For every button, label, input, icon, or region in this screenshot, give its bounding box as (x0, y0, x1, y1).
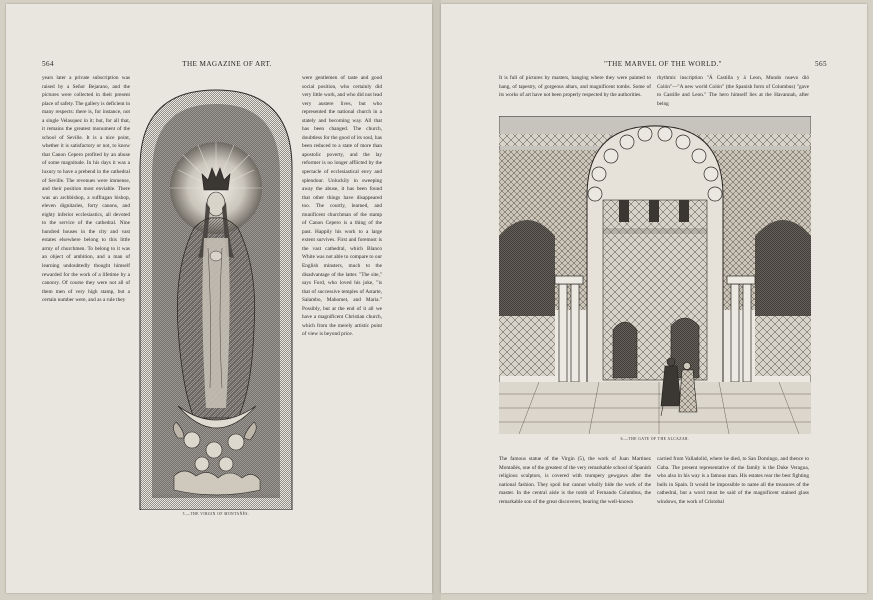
gutter (432, 0, 441, 600)
left-running-head (42, 60, 412, 70)
right-bottom-left-text: The famous statue of the Virgin (5), the work of Juan Martinez Montañés, one of the greatest of the very remarkable school of Spanish religious sculptors, is covered with trumpery gewgaws after the national fashion. They spoil but cannot wholly hide the work of the master. In the central aisle is the tomb of Fernando Columbus, the remarkable son of the great discoverer, bearing the well-known (499, 456, 651, 505)
right-page (441, 4, 867, 593)
left-running-title: THE MAGAZINE OF ART. (182, 60, 272, 68)
right-top-right-text: rhythmic inscription "Á Castilla y á Leon, Mundo nuevo dió Colón"—"A new world Colón" (the Spanish form of Columbus) "gave to Castille and Leon." The hero himself lies at the Havannah, after being (657, 75, 809, 107)
right-page-number: 565 (815, 60, 827, 68)
right-column-text: were gentlemen of taste and good social position, who certainly did very little work, and who did not lead very austere lives, but who represented the national church in a stately and becoming way. All that has been changed. The church, doubtless for the good of its soul, has been reduced to a state of more than apostolic poverty, and the lay reformer is no longer afflicted by the spectacle of ecclesiastical envy and splendour. Unluckily in sweeping away the abuse, it has been found that other things have disappeared too. The courtly, learned, and munificent churchman of the stamp of Canon Cepero is a thing of the past. Happily his work to a large extent survives. First and foremost is the vast cathedral, which Blanco White was not able to compare to our English minsters, much to the disadvantage of the latter. "The site," says Ford, who loved his joke, "is that of successive temples of Astarte, Salambo, Mahomet, and Maria." Possibly, but at the end of it all we have a magnificent Christian church, which from the merely artistic point of view is beyond price. (302, 75, 382, 338)
left-page-number: 564 (42, 60, 54, 68)
left-page (6, 4, 432, 593)
virgin-statue-engraving (134, 88, 298, 510)
right-bottom-right-text: carried from Valladolid, where he died, to San Domingo, and thence to Cuba. The present representative of the family is the Duke Veragua, who also in his way is a famous man. His estates rear the best fighting bulls in Spain. It would be impossible to name all the treasures of the cathedral, but a word must be said of the magnificent stained glass windows, the work of Cristobal (657, 456, 809, 505)
left-plate-caption: 5.—THE VIRGIN OF MONTAÑÉS. (182, 512, 250, 516)
right-plate-caption: 6.—THE GATE OF THE ALCAZAR. (620, 437, 690, 441)
alcazar-gate-engraving (499, 116, 811, 434)
right-running-title: "THE MARVEL OF THE WORLD." (604, 60, 722, 68)
left-column-text: years later a private subscription was raised by a Señor Bejarano, and the pictures were collected in their present place of safety. The gallery is deficient in many respects: there is, for instance, not a single Velasquez in it; but, for all that, it remains the greatest monument of the school of Seville. It is a nice point, whether it is satisfactory or not, to know that Canon Cepero profited by an abuse of some magnitude. In his days it was a luxury to have a prebend in the cathedral of Seville. The revenues were immense, and their position most enviable. There was an archbishop, a suffragan bishop, eleven dignitaries, forty canons, and eighty inferior ecclesiastics, all devoted to the service of the cathedral. Nine hundred houses in the city and vast estates elsewhere belong to this little army of churchmen. To belong to it was an object of ambition, and a man of learning undoubtedly thought himself rewarded for the work of a lifetime by a canonry. Of course they were not all of them men of very high stamp, but a certain number were, and as a rule they (42, 75, 130, 304)
right-top-left-text: It is full of pictures by masters, hanging where they were painted to hang, of tapestry, of gorgeous altars, and magnificent tombs. Some of its works of art have not been properly respected by the authorities. (499, 75, 651, 99)
right-running-head (499, 60, 827, 70)
